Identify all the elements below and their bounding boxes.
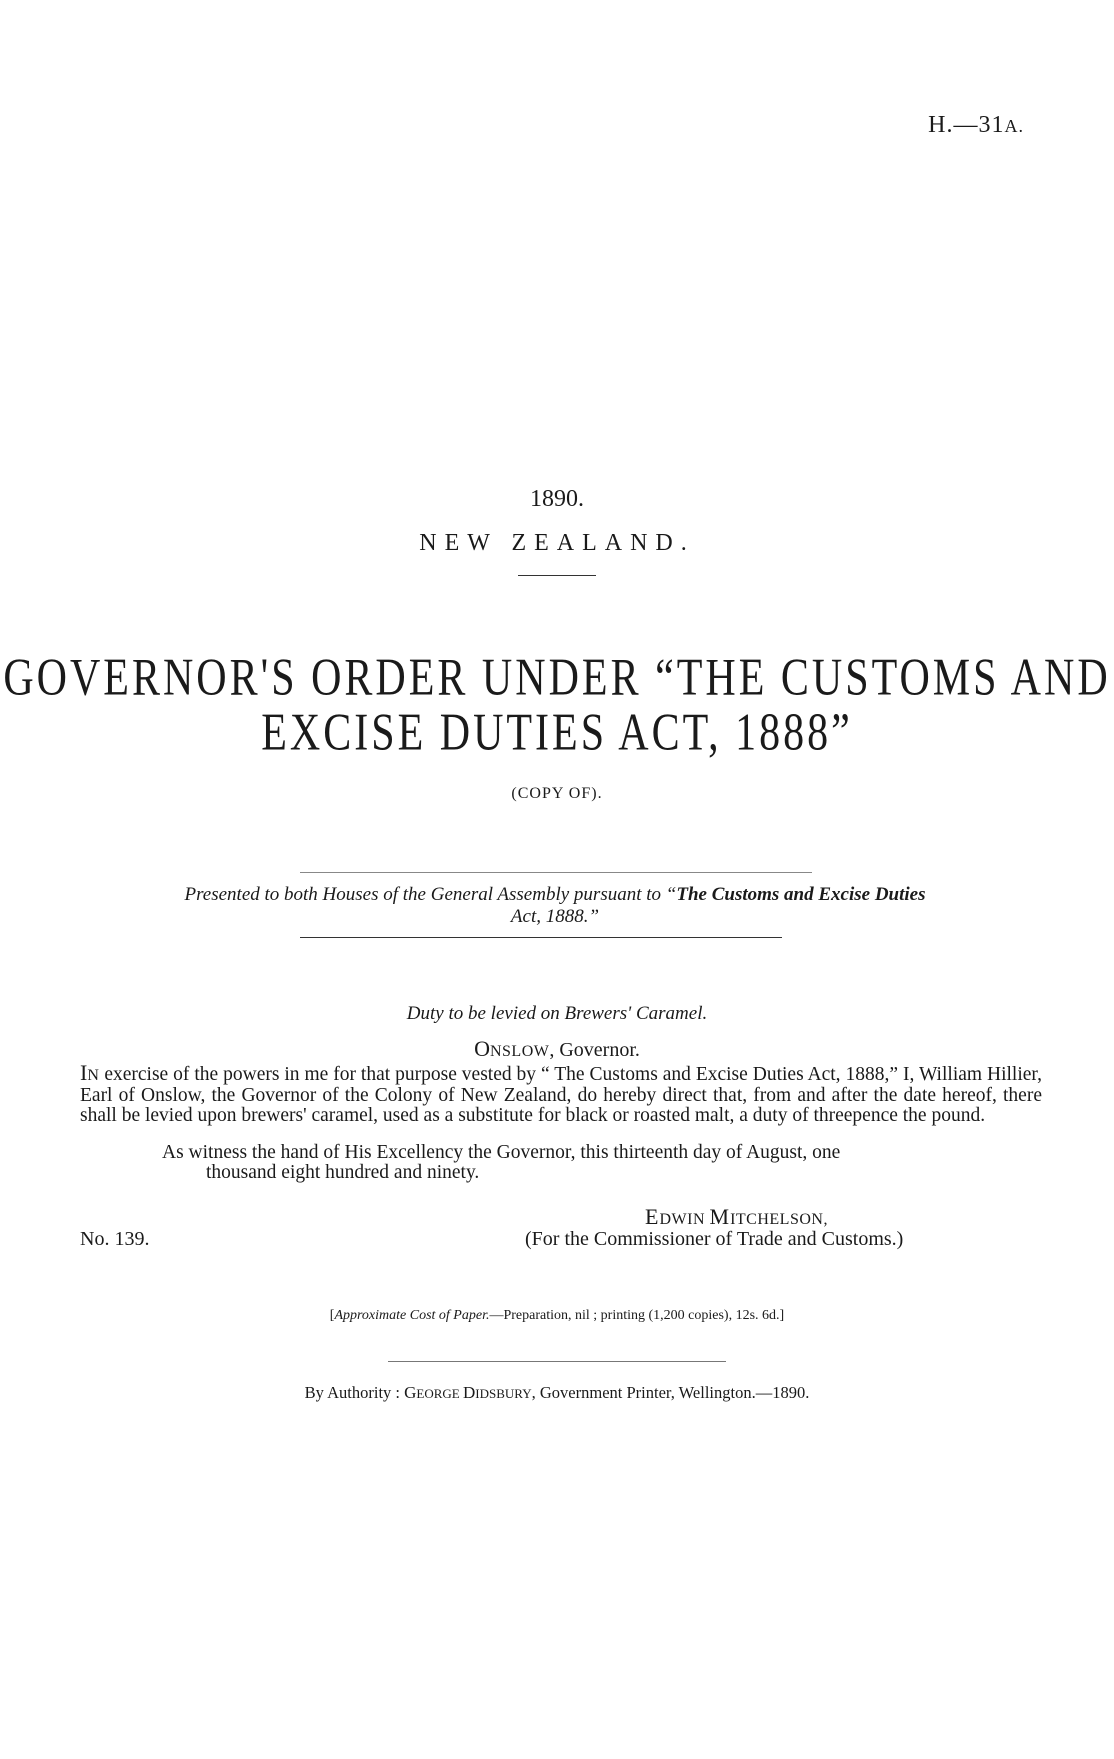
reference-suffix: A. (1004, 116, 1024, 136)
footer-divider (388, 1361, 726, 1362)
signer-cap: O (474, 1036, 490, 1061)
order-number: No. 139. (80, 1228, 150, 1250)
opening-small: N (87, 1067, 100, 1084)
witness-clause (80, 1143, 1042, 1183)
cost-of-paper: [Approximate Cost of Paper.—Preparation, nil ; printing (1,200 copies), 12s. 6d.] (329, 1308, 785, 1323)
presented-act: The Customs and Excise Duties (676, 884, 926, 905)
commissioner-role: (For the Commissioner of Trade and Customs.) (525, 1228, 904, 1250)
cost-detail: —Preparation, nil ; printing (1,200 copies), 12s. 6d. (489, 1308, 780, 1323)
governor-signature (0, 1036, 1114, 1062)
opening-cap: I (80, 1060, 88, 1085)
title-line-1: GOVERNOR'S ORDER UNDER “THE CUSTOMS AND (3, 649, 1111, 707)
order-text: exercise of the powers in me for that purpose vested by “ The Customs and Excise Duties Act, 1888,” I, William Hillier, Earl of Onslow, the Governor of the Colony of New Zealand, do hereby direct that, from and after the date hereof, there shall be levied upon brewers' caramel, used as a substitute for black or roasted malt, a duty of threepence the pound. (80, 1064, 1042, 1126)
cost-label: Approximate Cost of Paper. (334, 1308, 490, 1323)
witness-line-2: thousand eight hundred and ninety. (206, 1162, 480, 1183)
printer-authority: By Authority : GEORGE DIDSBURY, Government Printer, Wellington.—1890. (304, 1383, 810, 1402)
presented-statement (60, 884, 1050, 928)
copy-note: (COPY OF). (511, 785, 603, 802)
reference-main: H.—31 (928, 112, 1005, 138)
document-reference (928, 112, 1024, 139)
masthead-divider (518, 575, 596, 576)
presented-line-2: Act, 1888.” (510, 906, 600, 927)
order-heading: Duty to be levied on Brewers' Caramel. (406, 1003, 708, 1024)
title-line-2: EXCISE DUTIES ACT, 1888” (261, 704, 853, 762)
signer-rest: , Governor. (549, 1039, 640, 1061)
commissioner-name: EDWIN MITCHELSON, (645, 1204, 828, 1229)
presented-rule-top (300, 872, 812, 873)
year: 1890. (530, 486, 584, 512)
witness-line-1: As witness the hand of His Excellency the Governor, this thirteenth day of August, one (162, 1142, 841, 1163)
country: NEW ZEALAND. (419, 530, 695, 556)
order-body (80, 1060, 1042, 1126)
signer-small: NSLOW (489, 1043, 550, 1060)
presented-prefix: Presented to both Houses of the General Assembly pursuant to “ (184, 884, 677, 905)
presented-rule-bottom (300, 937, 782, 938)
